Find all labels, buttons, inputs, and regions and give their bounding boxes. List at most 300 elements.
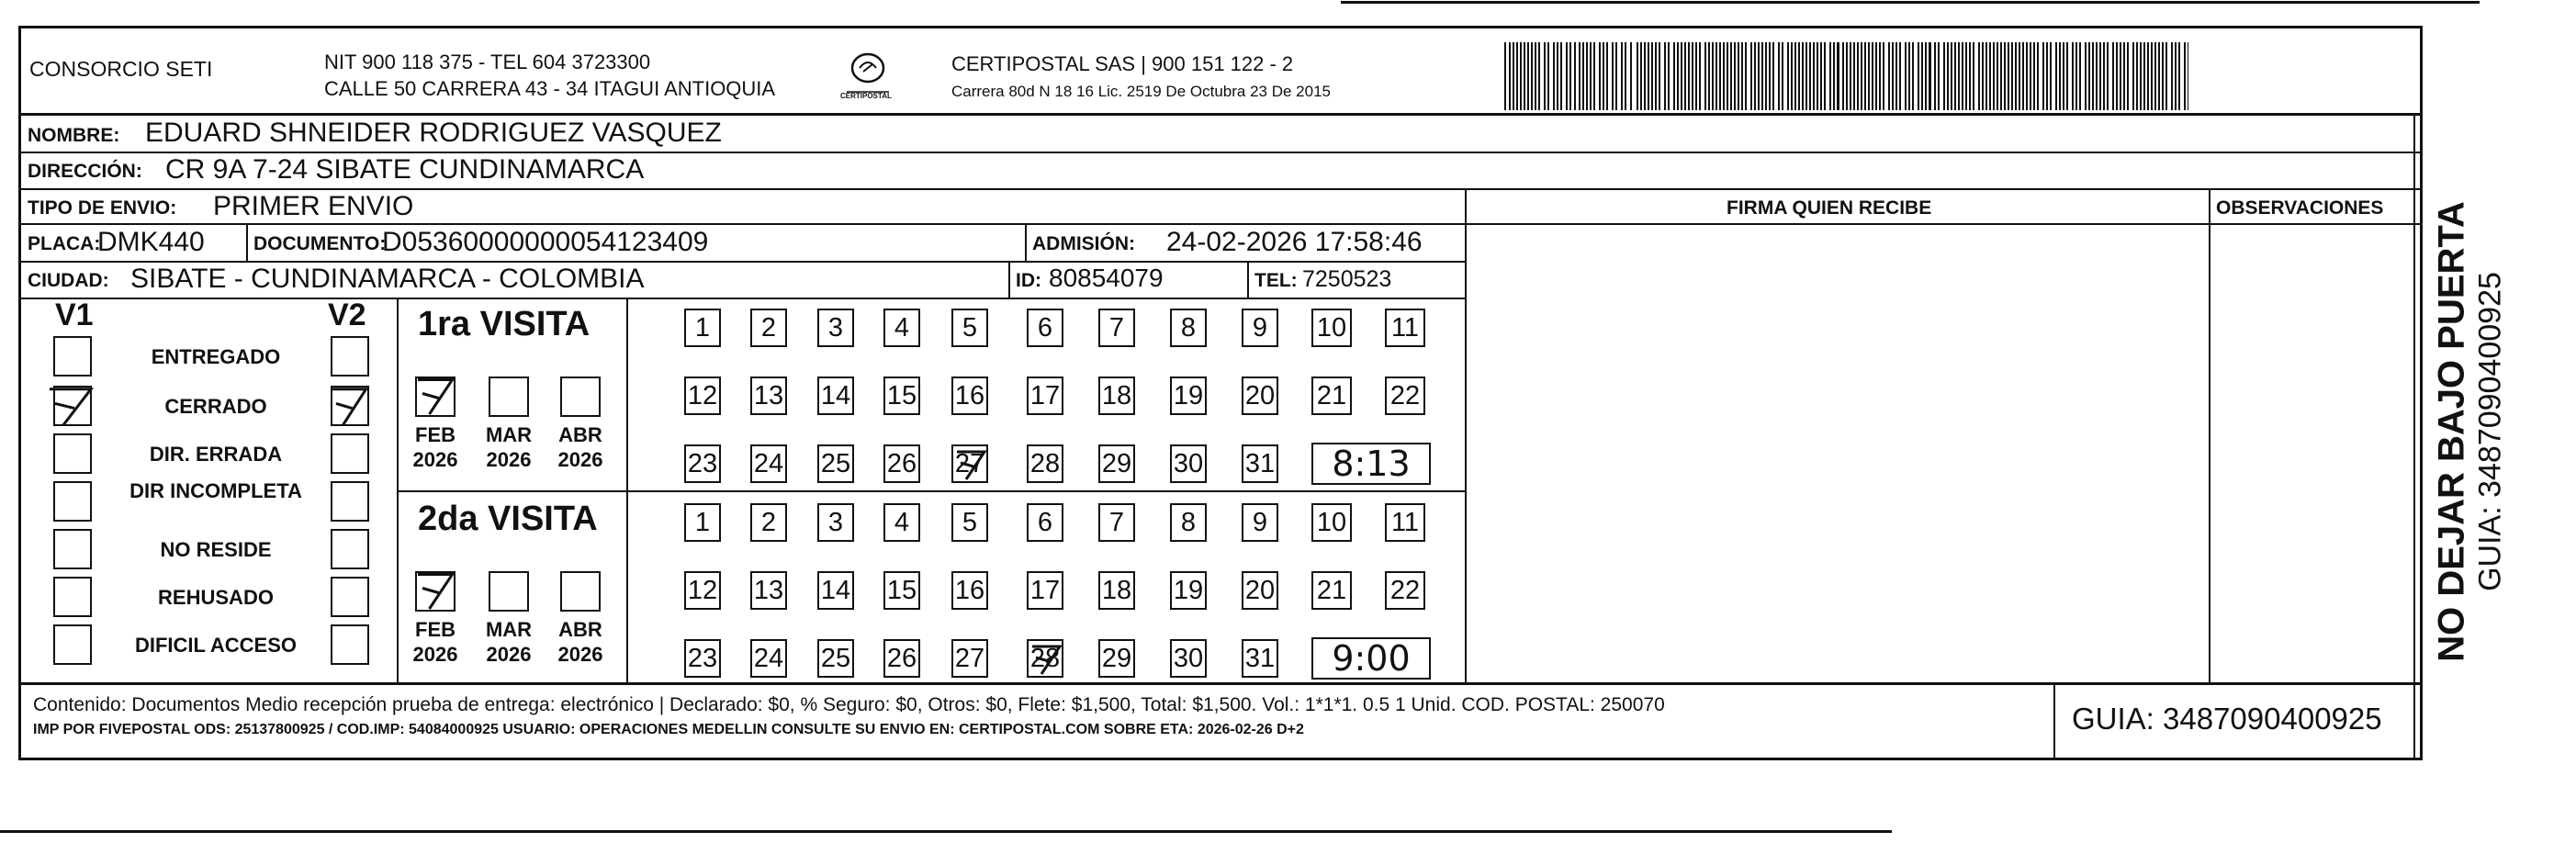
barcode-bar: [2154, 42, 2156, 110]
id-label: ID:: [1016, 270, 1041, 291]
day-box-2[interactable]: 2: [750, 309, 787, 347]
day-box-8[interactable]: 8: [1170, 503, 1207, 542]
month-label: ABR: [558, 423, 602, 446]
day-box-24[interactable]: 24: [750, 639, 787, 678]
day-box-6[interactable]: 6: [1027, 503, 1063, 542]
day-box-26[interactable]: 26: [883, 639, 920, 678]
barcode-bar: [1879, 42, 1881, 110]
day-box-31[interactable]: 31: [1242, 444, 1278, 483]
barcode-bar: [1857, 42, 1859, 110]
barcode-bar: [2066, 42, 2068, 110]
company-name: CONSORCIO SETI: [29, 57, 213, 81]
barcode-bar: [2008, 42, 2009, 110]
barcode-bar: [1908, 42, 1910, 110]
barcode-bar: [1912, 42, 1914, 110]
day-box-7[interactable]: 7: [1098, 503, 1135, 542]
barcode-bar: [1553, 42, 1555, 110]
month-checkbox[interactable]: [489, 377, 529, 417]
month-label: ABR: [558, 618, 602, 641]
barcode-bar: [2030, 42, 2031, 110]
barcode-bar: [2132, 42, 2134, 110]
barcode-bar: [1538, 42, 1540, 110]
right-divider: [2413, 113, 2415, 760]
barcode-bar: [1954, 42, 1956, 110]
barcode-bar: [1817, 42, 1818, 110]
barcode-bar: [1712, 42, 1714, 110]
barcode-bar: [1905, 42, 1907, 110]
handwritten-check-mark: [953, 446, 990, 483]
barcode-bar: [1853, 42, 1855, 110]
barcode-bar: [1787, 42, 1789, 110]
day-box-30[interactable]: 30: [1170, 639, 1207, 678]
month-checkbox[interactable]: [560, 377, 601, 417]
placa-label: PLACA:: [28, 233, 101, 254]
documento-label: DOCUMENTO:: [253, 233, 387, 254]
barcode-bar: [2019, 42, 2020, 110]
day-box-10[interactable]: 10: [1311, 309, 1352, 347]
day-box-23[interactable]: 23: [684, 444, 721, 483]
barcode-bar: [1509, 42, 1511, 110]
barcode-bar: [2116, 42, 2118, 110]
barcode-bar: [2015, 42, 2017, 110]
barcode-bar: [1846, 42, 1848, 110]
day-box-9[interactable]: 9: [1242, 309, 1278, 347]
barcode-bar: [2143, 42, 2145, 110]
handwritten-check-mark: [1029, 641, 1065, 678]
barcode-bar: [1527, 42, 1529, 110]
barcode-bar: [2171, 42, 2173, 110]
barcode-bar: [1938, 42, 1940, 110]
barcode-bar: [1842, 42, 1844, 110]
day-box-22[interactable]: 22: [1385, 571, 1425, 610]
barcode-bar: [1892, 42, 1894, 110]
time-box[interactable]: 8:13: [1311, 443, 1431, 485]
v1-label: V1: [55, 298, 94, 332]
nit-line-2: CALLE 50 CARRERA 43 - 34 ITAGUI ANTIOQUIA: [324, 77, 776, 100]
barcode-bar: [1715, 42, 1717, 110]
barcode-bar: [1513, 42, 1514, 110]
barcode-bar: [1637, 42, 1638, 110]
reason-label: CERRADO: [164, 395, 267, 418]
barcode-bar: [1535, 42, 1536, 110]
barcode-bar: [1579, 42, 1580, 110]
v1-checkbox[interactable]: [53, 481, 92, 522]
barcode-bar: [1734, 42, 1736, 110]
day-box-3[interactable]: 3: [817, 503, 854, 542]
barcode-bar: [1738, 42, 1739, 110]
barcode-bar: [1850, 42, 1851, 110]
day-box-20[interactable]: 20: [1242, 571, 1278, 610]
placa-value: DMK440: [97, 227, 205, 257]
certipostal-logo: [836, 46, 900, 107]
tipo-envio-value: PRIMER ENVIO: [213, 191, 414, 221]
day-box-1[interactable]: 1: [684, 503, 721, 542]
no-dejar-bajo-puerta: NO DEJAR BAJO PUERTA: [2431, 201, 2472, 662]
barcode-bar: [2107, 42, 2109, 110]
barcode-bar: [1719, 42, 1721, 110]
day-box-18[interactable]: 18: [1098, 571, 1135, 610]
barcode-bar: [1965, 42, 1967, 110]
barcode-bar: [1943, 42, 1945, 110]
barcode-bar: [1569, 42, 1571, 110]
tipo-envio-label: TIPO DE ENVIO:: [28, 197, 177, 219]
barcode-bar: [1758, 42, 1760, 110]
barcode-bar: [1824, 42, 1826, 110]
visit-1-title: 1ra VISITA: [418, 305, 591, 343]
barcode-bar: [1655, 42, 1657, 110]
month-year: 2026: [412, 643, 458, 666]
obs-left-line: [2209, 188, 2210, 682]
barcode-bar: [2026, 42, 2028, 110]
day-box-28[interactable]: 28: [1027, 444, 1063, 483]
bottom-edge-line: [0, 830, 1892, 833]
barcode-bar: [2088, 42, 2090, 110]
barcode-bar: [1985, 42, 1987, 110]
v2-label: V2: [328, 298, 366, 332]
barcode-bar: [2158, 42, 2160, 110]
ciudad-value: SIBATE - CUNDINAMARCA - COLOMBIA: [130, 264, 645, 294]
handwritten-check-mark: [413, 568, 459, 613]
month-year: 2026: [486, 448, 532, 471]
barcode-bar: [1809, 42, 1811, 110]
barcode-bar: [2096, 42, 2098, 110]
day-box-13[interactable]: 13: [750, 571, 787, 610]
barcode-bar: [2165, 42, 2167, 110]
v2-checkbox[interactable]: [331, 336, 369, 377]
barcode-bar: [1958, 42, 1960, 110]
day-box-23[interactable]: 23: [684, 639, 721, 678]
day-box-31[interactable]: 31: [1242, 639, 1278, 678]
day-box-8[interactable]: 8: [1170, 309, 1207, 347]
day-box-25[interactable]: 25: [817, 639, 854, 678]
reason-label: DIFICIL ACCESO: [134, 634, 297, 657]
barcode-bar: [1798, 42, 1800, 110]
day-box-17[interactable]: 17: [1027, 571, 1063, 610]
day-box-14[interactable]: 14: [817, 377, 854, 415]
barcode-bar: [1644, 42, 1646, 110]
day-box-15[interactable]: 15: [883, 377, 920, 415]
barcode-bar: [1504, 42, 1506, 110]
day-box-22[interactable]: 22: [1385, 377, 1425, 415]
day-box-1[interactable]: 1: [684, 309, 721, 347]
barcode-bar: [1813, 42, 1815, 110]
barcode-bar: [1765, 42, 1767, 110]
barcode-bar: [1603, 42, 1604, 110]
barcode-bar: [1625, 42, 1626, 110]
month-year: 2026: [557, 643, 603, 666]
reason-label: DIR INCOMPLETA: [129, 479, 302, 502]
handwritten-check-mark: [327, 382, 373, 430]
day-box-29[interactable]: 29: [1098, 444, 1135, 483]
barcode: [1504, 42, 2193, 110]
barcode-bar: [2055, 42, 2057, 110]
barcode-bar: [1969, 42, 1971, 110]
barcode-bar: [1782, 42, 1783, 110]
barcode-bar: [1802, 42, 1804, 110]
barcode-bar: [1704, 42, 1706, 110]
v2-checkbox[interactable]: [331, 481, 369, 522]
firma-header: FIRMA QUIEN RECIBE: [1727, 197, 1932, 219]
month-label: MAR: [485, 423, 533, 446]
day-box-27[interactable]: 27: [951, 639, 988, 678]
barcode-bar: [1899, 42, 1901, 110]
day-box-14[interactable]: 14: [817, 571, 854, 610]
barcode-bar: [1934, 42, 1936, 110]
barcode-bar: [1929, 42, 1931, 110]
barcode-bar: [1951, 42, 1952, 110]
day-box-4[interactable]: 4: [883, 309, 920, 347]
barcode-bar: [1861, 42, 1862, 110]
barcode-bar: [2175, 42, 2177, 110]
barcode-bar: [1566, 42, 1568, 110]
barcode-bar: [1692, 42, 1693, 110]
row-line: [18, 223, 2423, 225]
barcode-bar: [1888, 42, 1890, 110]
documento-value: D05360000000054123409: [382, 227, 709, 257]
barcode-bar: [2063, 42, 2064, 110]
v1-checkbox[interactable]: [53, 336, 92, 377]
direccion-value: CR 9A 7-24 SIBATE CUNDINAMARCA: [165, 154, 645, 185]
barcode-bar: [1989, 42, 1991, 110]
barcode-bar: [1699, 42, 1701, 110]
barcode-bar: [1741, 42, 1743, 110]
reason-label: ENTREGADO: [151, 345, 281, 368]
barcode-bar: [1805, 42, 1807, 110]
barcode-bar: [2079, 42, 2081, 110]
barcode-bar: [1651, 42, 1653, 110]
day-box-16[interactable]: 16: [951, 377, 988, 415]
barcode-bar: [1544, 42, 1546, 110]
time-box[interactable]: 9:00: [1311, 637, 1431, 680]
day-box-29[interactable]: 29: [1098, 639, 1135, 678]
nombre-label: NOMBRE:: [28, 125, 120, 146]
footer-contenido: Contenido: Documentos Medio recepción prueba de entrega: electrónico | Declarado: $0, % Seguro: $0, Otros: $0, Flete: $1,500, Total: $1,500. Vol.: 1*1*1. 0.5 1 Unid. COD. POSTAL: 250070: [33, 694, 1665, 715]
barcode-bar: [2112, 42, 2114, 110]
barcode-bar: [2042, 42, 2044, 110]
barcode-bar: [2099, 42, 2101, 110]
observaciones-header: OBSERVACIONES: [2216, 197, 2384, 219]
day-box-30[interactable]: 30: [1170, 444, 1207, 483]
v1-checkbox[interactable]: [53, 433, 92, 474]
barcode-bar: [1730, 42, 1732, 110]
reason-label: NO RESIDE: [160, 538, 272, 561]
visit-divider: [397, 490, 1466, 492]
day-box-25[interactable]: 25: [817, 444, 854, 483]
day-box-28[interactable]: 28: [1027, 639, 1063, 678]
handwritten-check-mark: [44, 382, 99, 430]
barcode-bar: [1772, 42, 1774, 110]
barcode-graphic: [1504, 42, 2193, 110]
month-label: MAR: [485, 618, 533, 641]
admision-divider: [1025, 223, 1027, 261]
day-box-11[interactable]: 11: [1385, 503, 1425, 542]
day-box-13[interactable]: 13: [750, 377, 787, 415]
barcode-bar: [1947, 42, 1949, 110]
day-box-19[interactable]: 19: [1170, 377, 1207, 415]
barcode-bar: [1921, 42, 1923, 110]
barcode-bar: [1599, 42, 1601, 110]
v2-checkbox[interactable]: [331, 624, 369, 665]
barcode-bar: [1531, 42, 1533, 110]
barcode-bar: [1606, 42, 1608, 110]
barcode-bar: [1864, 42, 1866, 110]
barcode-bar: [1659, 42, 1660, 110]
barcode-bar: [2011, 42, 2013, 110]
barcode-bar: [1586, 42, 1588, 110]
guia-box-text: GUIA: 3487090400925: [2072, 702, 2382, 736]
day-box-11[interactable]: 11: [1385, 309, 1425, 347]
day-box-12[interactable]: 12: [684, 571, 721, 610]
v1-checkbox[interactable]: [53, 577, 92, 617]
handwritten-check-mark: [413, 373, 459, 419]
direccion-label: DIRECCIÓN:: [28, 161, 142, 182]
tel-divider: [1247, 261, 1249, 298]
side-guia: GUIA: 3487090400925: [2472, 272, 2508, 591]
barcode-bar: [2120, 42, 2121, 110]
guia-box-divider: [2053, 682, 2055, 760]
barcode-bar: [2140, 42, 2142, 110]
barcode-bar: [1723, 42, 1725, 110]
barcode-bar: [1875, 42, 1877, 110]
barcode-bar: [1872, 42, 1873, 110]
day-box-18[interactable]: 18: [1098, 377, 1135, 415]
barcode-bar: [1778, 42, 1780, 110]
barcode-bar: [2151, 42, 2153, 110]
barcode-bar: [1677, 42, 1679, 110]
barcode-bar: [2103, 42, 2105, 110]
barcode-bar: [1520, 42, 1522, 110]
barcode-bar: [1918, 42, 1919, 110]
barcode-bar: [1668, 42, 1670, 110]
day-box-2[interactable]: 2: [750, 503, 787, 542]
day-box-19[interactable]: 19: [1170, 571, 1207, 610]
v2-checkbox[interactable]: [331, 433, 369, 474]
day-box-21[interactable]: 21: [1311, 377, 1352, 415]
v1-checkbox[interactable]: [53, 529, 92, 569]
day-box-3[interactable]: 3: [817, 309, 854, 347]
firma-left-line: [1465, 188, 1467, 682]
barcode-bar: [1516, 42, 1518, 110]
barcode-bar: [1664, 42, 1666, 110]
day-box-10[interactable]: 10: [1311, 503, 1352, 542]
barcode-bar: [1997, 42, 1998, 110]
barcode-bar: [2092, 42, 2094, 110]
v2-checkbox[interactable]: [331, 529, 369, 569]
tel-value: 7250523: [1302, 266, 1392, 292]
day-box-16[interactable]: 16: [951, 571, 988, 610]
barcode-bar: [1833, 42, 1835, 110]
barcode-bar: [1547, 42, 1549, 110]
day-box-15[interactable]: 15: [883, 571, 920, 610]
month-label: FEB: [415, 618, 456, 641]
day-box-17[interactable]: 17: [1027, 377, 1063, 415]
barcode-bar: [1791, 42, 1793, 110]
barcode-bar: [1820, 42, 1822, 110]
barcode-bar: [1684, 42, 1686, 110]
barcode-bar: [1829, 42, 1831, 110]
day-box-12[interactable]: 12: [684, 377, 721, 415]
nombre-value: EDUARD SHNEIDER RODRIGUEZ VASQUEZ: [145, 118, 722, 148]
day-box-24[interactable]: 24: [750, 444, 787, 483]
top-edge-line: [1341, 1, 2480, 4]
barcode-bar: [2136, 42, 2138, 110]
day-box-4[interactable]: 4: [883, 503, 920, 542]
barcode-bar: [1761, 42, 1763, 110]
barcode-bar: [1582, 42, 1584, 110]
id-divider: [1008, 261, 1010, 298]
barcode-bar: [1524, 42, 1525, 110]
barcode-bar: [2004, 42, 2006, 110]
day-box-5[interactable]: 5: [951, 309, 988, 347]
day-box-6[interactable]: 6: [1027, 309, 1063, 347]
barcode-bar: [1612, 42, 1614, 110]
barcode-bar: [2147, 42, 2149, 110]
barcode-bar: [1648, 42, 1649, 110]
barcode-bar: [2046, 42, 2048, 110]
barcode-bar: [1557, 42, 1558, 110]
barcode-bar: [1925, 42, 1927, 110]
day-box-9[interactable]: 9: [1242, 503, 1278, 542]
barcode-bar: [1769, 42, 1771, 110]
barcode-bar: [1590, 42, 1592, 110]
barcode-bar: [1688, 42, 1690, 110]
barcode-bar: [2037, 42, 2039, 110]
month-year: 2026: [557, 448, 603, 471]
barcode-bar: [1973, 42, 1974, 110]
barcode-bar: [1727, 42, 1728, 110]
barcode-bar: [1695, 42, 1697, 110]
row-line: [18, 682, 2423, 685]
month-checkbox[interactable]: [560, 571, 601, 612]
row-line: [18, 188, 2423, 190]
footer-imp: IMP POR FIVEPOSTAL ODS: 25137800925 / COD.IMP: 54084000925 USUARIO: OPERACIONES MEDELLIN CONSULTE SU ENVIO EN: CERTIPOSTAL.COM SOBRE ETA: 2026-02-26 D+2: [33, 722, 1304, 737]
month-checkbox[interactable]: [489, 571, 529, 612]
barcode-bar: [1630, 42, 1632, 110]
admision-value: 24-02-2026 17:58:46: [1166, 227, 1423, 257]
barcode-bar: [1640, 42, 1642, 110]
admision-label: ADMISIÓN:: [1032, 233, 1135, 254]
certipostal-line-1: CERTIPOSTAL SAS | 900 151 122 - 2: [951, 52, 1294, 75]
visit-2-title: 2da VISITA: [418, 500, 598, 538]
month-year: 2026: [486, 643, 532, 666]
barcode-bar: [1615, 42, 1617, 110]
v1-checkbox[interactable]: [53, 624, 92, 665]
barcode-bar: [1708, 42, 1710, 110]
barcode-bar: [1978, 42, 1980, 110]
barcode-bar: [1754, 42, 1756, 110]
barcode-bar: [2075, 42, 2077, 110]
day-box-7[interactable]: 7: [1098, 309, 1135, 347]
barcode-bar: [2000, 42, 2002, 110]
barcode-bar: [2123, 42, 2125, 110]
day-box-5[interactable]: 5: [951, 503, 988, 542]
day-box-26[interactable]: 26: [883, 444, 920, 483]
barcode-bar: [2033, 42, 2035, 110]
row-line: [18, 152, 2423, 153]
barcode-bar: [1750, 42, 1752, 110]
day-box-21[interactable]: 21: [1311, 571, 1352, 610]
barcode-bar: [1895, 42, 1897, 110]
v2-checkbox[interactable]: [331, 577, 369, 617]
barcode-bar: [1673, 42, 1675, 110]
certipostal-line-2: Carrera 80d N 18 16 Lic. 2519 De Octubra 23 De 2015: [951, 83, 1331, 100]
day-box-20[interactable]: 20: [1242, 377, 1278, 415]
barcode-bar: [2050, 42, 2052, 110]
barcode-bar: [2072, 42, 2074, 110]
day-box-27[interactable]: 27: [951, 444, 988, 483]
barcode-bar: [2059, 42, 2061, 110]
barcode-bar: [1560, 42, 1562, 110]
